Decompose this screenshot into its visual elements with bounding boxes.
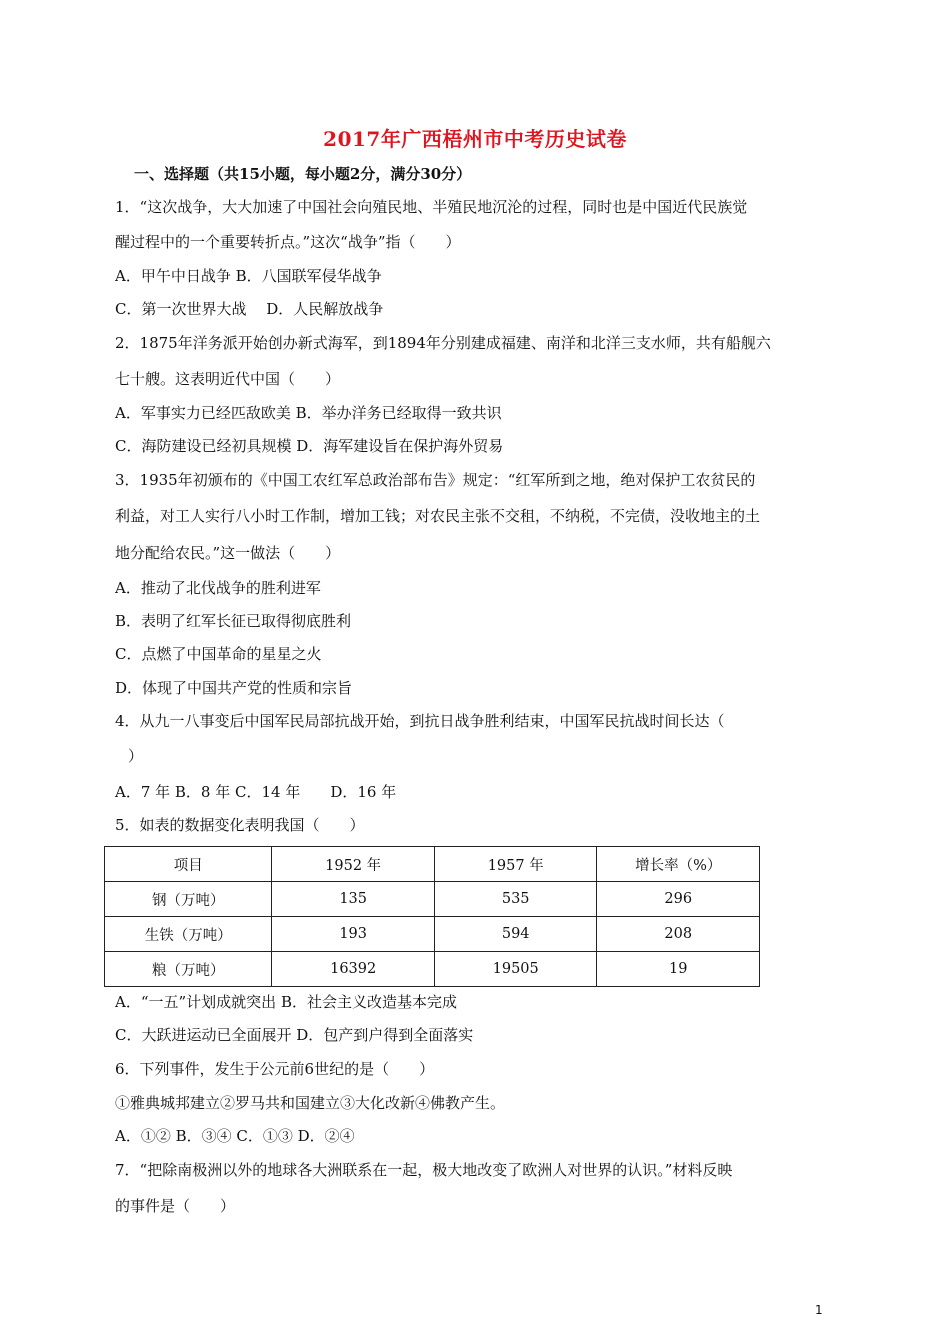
question-3-option-b: B．表明了红军长征已取得彻底胜利	[115, 612, 352, 630]
table-cell: 16392	[272, 952, 435, 987]
question-1-line-2: 醒过程中的一个重要转折点。”这次“战争”指（ ）	[115, 233, 461, 251]
table-row	[105, 952, 760, 987]
question-7-line-1: 7．“把除南极洲以外的地球各大洲联系在一起，极大地改变了欧洲人对世界的认识。”材料反映	[115, 1161, 733, 1179]
table-row	[105, 882, 760, 917]
question-3-line-3: 地分配给农民。”这一做法（ ）	[115, 544, 341, 562]
question-2-options-cd: C．海防建设已经初具规模 D．海军建设旨在保护海外贸易	[115, 437, 504, 455]
table-cell: 19505	[434, 952, 597, 987]
question-5-stem: 5．如表的数据变化表明我国（ ）	[115, 816, 365, 834]
exam-title: 2017年广西梧州市中考历史试卷	[323, 127, 627, 151]
table-header-cell: 项目	[105, 847, 272, 882]
question-3-option-c: C．点燃了中国革命的星星之火	[115, 645, 322, 663]
question-3-line-2: 利益，对工人实行八小时工作制，增加工钱；对农民主张不交租，不纳税，不完债，没收地主的土	[115, 507, 761, 525]
question-2-line-2: 七十艘。这表明近代中国（ ）	[115, 370, 341, 388]
question-3-line-1: 3．1935年初颁布的《中国工农红军总政治部布告》规定：“红军所到之地，绝对保护工农贫民的	[115, 471, 756, 489]
question-1-options-cd: C．第一次世界大战 D．人民解放战争	[115, 300, 384, 318]
question-2-options-ab: A．军事实力已经匹敌欧美 B．举办洋务已经取得一致共识	[115, 404, 502, 422]
question-7-line-2: 的事件是（ ）	[115, 1197, 236, 1215]
table-row	[105, 917, 760, 952]
table-cell: 19	[597, 952, 760, 987]
question-3-option-d: D．体现了中国共产党的性质和宗旨	[115, 679, 353, 697]
question-5-options-ab: A．“一五”计划成就突出 B．社会主义改造基本完成	[115, 993, 457, 1011]
question-3-option-a: A．推动了北伐战争的胜利进军	[115, 579, 321, 597]
table-cell: 208	[597, 917, 760, 952]
table-header-cell: 1957 年	[434, 847, 597, 882]
data-table	[104, 846, 760, 987]
question-6-items: ①雅典城邦建立②罗马共和国建立③大化改新④佛教产生。	[115, 1094, 506, 1112]
page-number: 1	[815, 1303, 823, 1317]
table-header-cell: 1952 年	[272, 847, 435, 882]
question-5-options-cd: C．大跃进运动已全面展开 D．包产到户得到全面落实	[115, 1026, 474, 1044]
table-cell: 193	[272, 917, 435, 952]
table-cell: 钢（万吨）	[105, 882, 272, 917]
table-cell: 535	[434, 882, 597, 917]
question-6-stem: 6．下列事件，发生于公元前6世纪的是（ ）	[115, 1060, 435, 1078]
question-4-line-1: 4．从九一八事变后中国军民局部抗战开始，到抗日战争胜利结束，中国军民抗战时间长达（	[115, 712, 725, 730]
question-1-line-1: 1．“这次战争，大大加速了中国社会向殖民地、半殖民地沉沦的过程，同时也是中国近代民族觉	[115, 198, 748, 216]
question-4-options: A．7 年 B．8 年 C．14 年 D．16 年	[115, 783, 397, 801]
question-6-options: A．①② B．③④ C．①③ D．②④	[115, 1127, 355, 1145]
table-cell: 粮（万吨）	[105, 952, 272, 987]
section-heading: 一、选择题（共15小题，每小题2分，满分30分）	[134, 165, 472, 183]
table-cell: 594	[434, 917, 597, 952]
table-cell: 135	[272, 882, 435, 917]
question-4-line-2: ）	[128, 747, 144, 765]
table-cell: 生铁（万吨）	[105, 917, 272, 952]
question-2-line-1: 2．1875年洋务派开始创办新式海军，到1894年分别建成福建、南洋和北洋三支水师，共有船舰六	[115, 334, 771, 352]
question-1-options-ab: A．甲午中日战争 B．八国联军侵华战争	[115, 267, 382, 285]
table-header-cell: 增长率（%）	[597, 847, 760, 882]
table-header-row	[105, 847, 760, 882]
table-cell: 296	[597, 882, 760, 917]
